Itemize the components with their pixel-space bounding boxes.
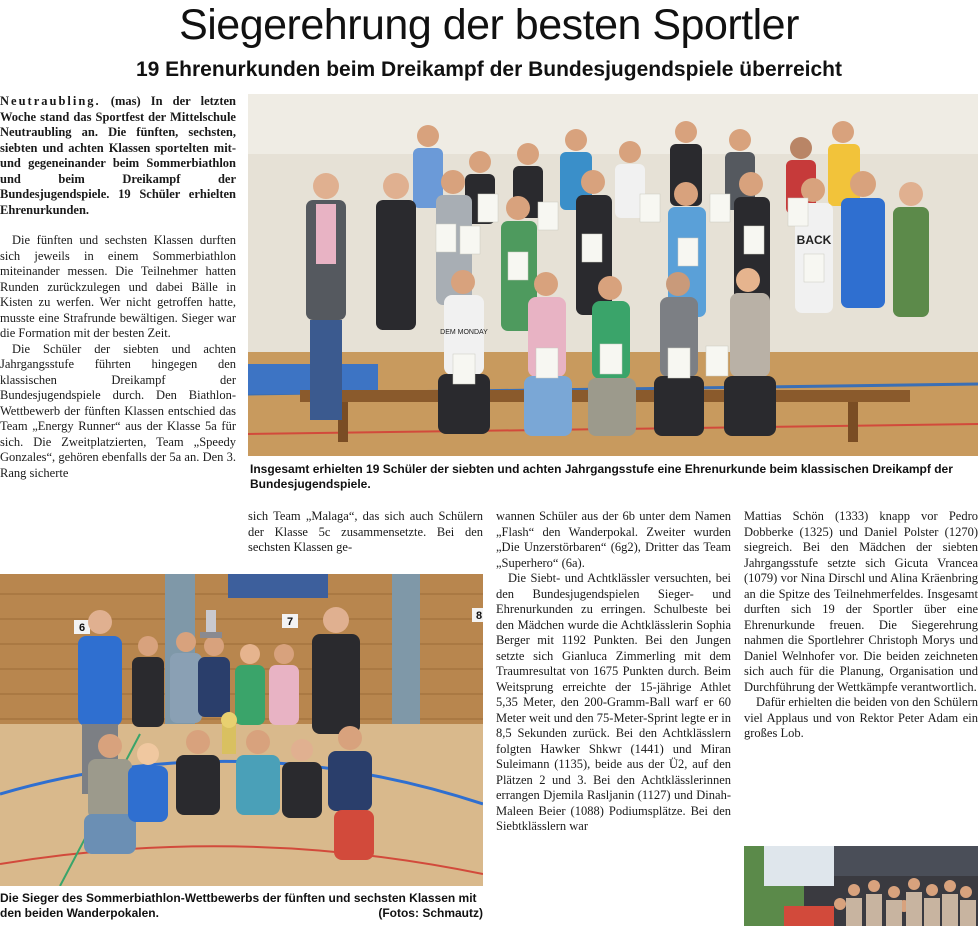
- gym-number-7: 7: [286, 616, 294, 628]
- group-photo-awards: [248, 94, 978, 456]
- main-photo-caption: Insgesamt erhielten 19 Schüler der siebten und achten Jahrgangsstufe eine Ehrenurkunde beim klassischen Dreikampf der Bundesjugendspiele.: [250, 462, 953, 491]
- body-paragraph: Mattias Schön (1333) knapp vor Pedro Dobberke (1325) und Daniel Polster (1270) siegreich. Bei den Mädchen der siebten Jahrgangsstufe setzte sich Gicuta Vrancea (1079) vor Nina Dirschl und Alina Kräenbring an die Spitze des Teilnehmerfeldes. Insgesamt durften sich 19 der Sportler über eine Ehrenurkunde freuen. Die Siegerehrung nahmen die Sportlehrer Christoph Morys und Daniel Welnhofer vor. Die beiden zeichneten sich auch für die Planung, Organisation und Durchführung der Wettkämpfe verantwortlich.: [744, 509, 978, 694]
- subheadline: 19 Ehrenurkunden beim Dreikampf der Bundesjugendspiele überreicht: [135, 58, 842, 81]
- gym-number-6: 6: [78, 622, 86, 634]
- body-paragraph: sich Team „Malaga“, das sich auch Schülern der Klasse 5c zusammensetzte. Bei den sechsten Klassen ge-: [248, 509, 483, 554]
- article-column-1: [0, 94, 236, 562]
- photo-credit: (Fotos: Schmautz): [378, 905, 483, 920]
- article-column-3: [496, 509, 731, 923]
- lead-text: (mas) In der letzten Woche stand das Sportfest der Mittelschule Neutraubling an. Die fünften, sechsten, siebten und achten Klassen sportelten mit- und gegeneinander beim Sommerbiathlon und beim Dreikampf der Bundesjugendspiele. 19 Schüler erhielten Ehrenurkunden.: [0, 94, 236, 217]
- gym-caption-text: Die Sieger des Sommerbiathlon-Wettbewerbs der fünften und sechsten Klassen mit den beiden Wanderpokalen.: [0, 891, 477, 920]
- headline: Siegerehrung der besten Sportler: [179, 1, 799, 49]
- body-paragraph: Die Schüler der siebten und achten Jahrgangsstufe führten hingegen den klassischen Dreikampf der Bundesjugendspiele durch. Den Biathlon-Wettbewerb der fünften Klassen entschied das Team „Energy Runner“ aus der Klasse 5a für sich. Die Zweitplatzierten, Team „Speedy Gonzales“, gehören ebenfalls der 5a an. Den 3. Rang sicherte: [0, 341, 236, 480]
- article-column-2: [248, 509, 483, 559]
- shirt-print-back: BACK: [796, 233, 832, 247]
- cropped-photo-audience: [744, 846, 978, 926]
- dateline: Neutraubling.: [0, 94, 101, 108]
- lead-paragraph: [0, 94, 236, 218]
- body-paragraph: Die fünften und sechsten Klassen durften sich jeweils in einem Sommerbiathlon miteinander messen. Die Teilnehmer hatten Runden zurückzulegen und dabei Bälle in Kisten zu werfen. Wer nicht getroffen hatte, musste eine Strafrunde bewältigen. Sieger war die Formation mit der besten Zeit.: [0, 233, 236, 340]
- shirt-print-front: DEM MONDAY: [440, 329, 488, 336]
- body-paragraph: Die Siebt- und Achtklässler versuchten, bei den Bundesjugendspielen Sieger- und Ehrenurkunden zu erringen. Schulbeste bei den Mädchen wurde die Achtklässlerin Sophia Berger mit 1192 Punkten. Bei den Jungen setzte sich Gianluca Zimmerling mit dem Traumresultat von 1675 Punkten durch. Beim Weitsprung erreichte der 15-jährige Athlet 5,35 Meter, den 200-Gramm-Ball warf er 60 Meter weit und den 75-Meter-Sprint legte er in 8,5 Sekunden zurück. Bei den Achtklässlern folgten Hawker Shkwr (1441) und Miran Suleimann (1135), beide aus der Ü2, auf den Plätzen 2 und 3. Bei den Achtklässlerinnen errangen Djemila Rasljanin (1127) und Dinah-Maleen Beier (1088) Podiumsplätze. Bei den Siebtklässlern war: [496, 571, 731, 833]
- body-paragraph: wannen Schüler aus der 6b unter dem Namen „Flash“ den Wanderpokal. Zweiter wurden „Die Unzerstörbaren“ (6g2), Dritter das Team „Superhero“ (6a).: [496, 509, 731, 570]
- gym-photo-winners: [0, 574, 483, 886]
- gym-number-8: 8: [475, 610, 483, 622]
- article-column-4: [744, 509, 978, 835]
- body-paragraph: Dafür erhielten die beiden von den Schülern viel Applaus und von Rektor Peter Adam ein großes Lob.: [744, 695, 978, 740]
- gym-photo-caption: [0, 891, 483, 923]
